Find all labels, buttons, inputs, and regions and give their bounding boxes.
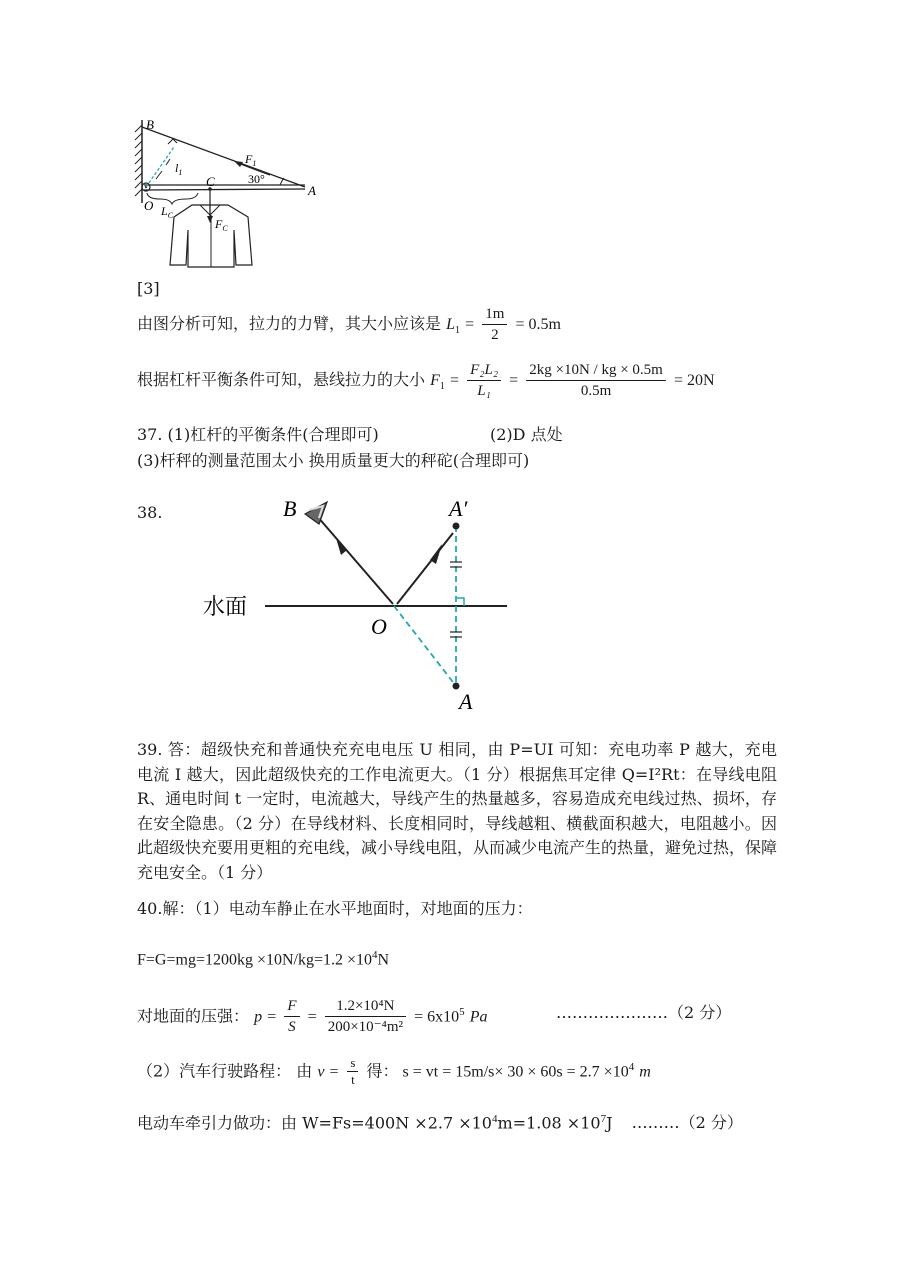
- q40-score-1: …………………（2 分）: [556, 1003, 732, 1022]
- moment-arm-line: 由图分析可知，拉力的力臂，其大小应该是 $L_1$ = $\frac{1m}{2}$ = 0.5m: [137, 306, 561, 343]
- label-A-prime: A′: [449, 496, 468, 521]
- fraction: $\frac{1m}{2}$: [482, 304, 507, 345]
- lever-diagram: [130, 115, 330, 275]
- tension-line: 根据杠杆平衡条件可知，悬线拉力的大小 $F_1$ = $\frac{\text{F₂L₂}}{\text{L₁}}$ = $\frac{2kg \times 10N / kg \times 0.5m}{0.5m}$ = 20N: [137, 362, 715, 399]
- q40-work-line: 电动车牵引力做功：由 $W=Fs=400N \times 2.7 \times 10^4m=1.08 \times 10^7J$ ………（2 分）: [137, 1113, 743, 1133]
- label-l1: $l_1$: [175, 161, 183, 177]
- label-Fc: $F_C$: [215, 217, 228, 233]
- part-tag: [3]: [137, 279, 160, 298]
- q39-answer: 39. 答：超级快充和普通快充充电电压 U 相同，由 P=UI 可知：充电功率 P 越大，充电电流 I 越大，因此超级快充的工作电流更大。（1 分）根据焦耳定律 Q=I²Rt：在导线电阻 R、通电时间 t 一定时，电流越大，导线产生的热量越多，容易造成充电线过热、损坏，存在安全隐患。（2 分）在导线材料、长度相同时，导线越粗、横截面积越大，电阻越小。因此超级快充要用更粗的充电线，减小导线电阻，从而减少电流产生的热量，避免过热，保障充电安全。（1 分）: [137, 740, 778, 882]
- q37-line2: (3)杆秤的测量范围太小 换用质量更大的秤砣(合理即可): [137, 451, 530, 470]
- label-C: C: [206, 174, 215, 189]
- label-B: B: [283, 496, 297, 521]
- label-angle: 30°: [248, 172, 265, 186]
- label-O: O: [371, 614, 387, 639]
- q40-force-line: $F=G=mg=1200kg \times 10N/kg=1.2 \times 10^4N$: [137, 949, 390, 969]
- label-water-surface: 水面: [203, 595, 248, 620]
- q40-line1: 40.解：（1）电动车静止在水平地面时，对地面的压力：: [137, 899, 533, 918]
- fraction: $\frac{2kg \times 10N / kg \times 0.5m}{0.5m}$: [526, 360, 666, 401]
- label-O: O: [144, 198, 154, 213]
- label-F1: $F_1$: [245, 152, 257, 168]
- fraction: $\frac{\text{F₂L₂}}{\text{L₁}}$: [467, 360, 501, 401]
- fraction: $\frac{s}{t}$: [347, 1055, 358, 1088]
- q38-number: 38.: [137, 503, 163, 522]
- q40-pressure-line: 对地面的压强： p = $\frac{F}{S}$ = $\frac{\text{1.2×10⁴N}}{\text{200×10⁻⁴m²}}$ = $6x10^5$ Pa: [137, 998, 488, 1036]
- label-B: B: [146, 117, 154, 132]
- label-A: A: [459, 689, 473, 713]
- q37-line1a: 37. (1)杠杆的平衡条件(合理即可): [137, 425, 379, 444]
- reflection-diagram: [195, 488, 525, 713]
- fraction: $\frac{\text{1.2×10⁴N}}{\text{200×10⁻⁴m²}}$: [325, 996, 406, 1037]
- q40-distance-line: （2）汽车行驶路程： 由 v = $\frac{s}{t}$ 得： s = vt = $15m/s\times 30 \times 60s = 2.7 \times 10^4$ m: [137, 1055, 651, 1088]
- label-A: A: [308, 183, 316, 198]
- label-Lc: $L_C$: [161, 204, 174, 220]
- fraction: $\frac{F}{S}$: [284, 996, 299, 1037]
- q37-line1b: (2)D 点处: [490, 425, 563, 444]
